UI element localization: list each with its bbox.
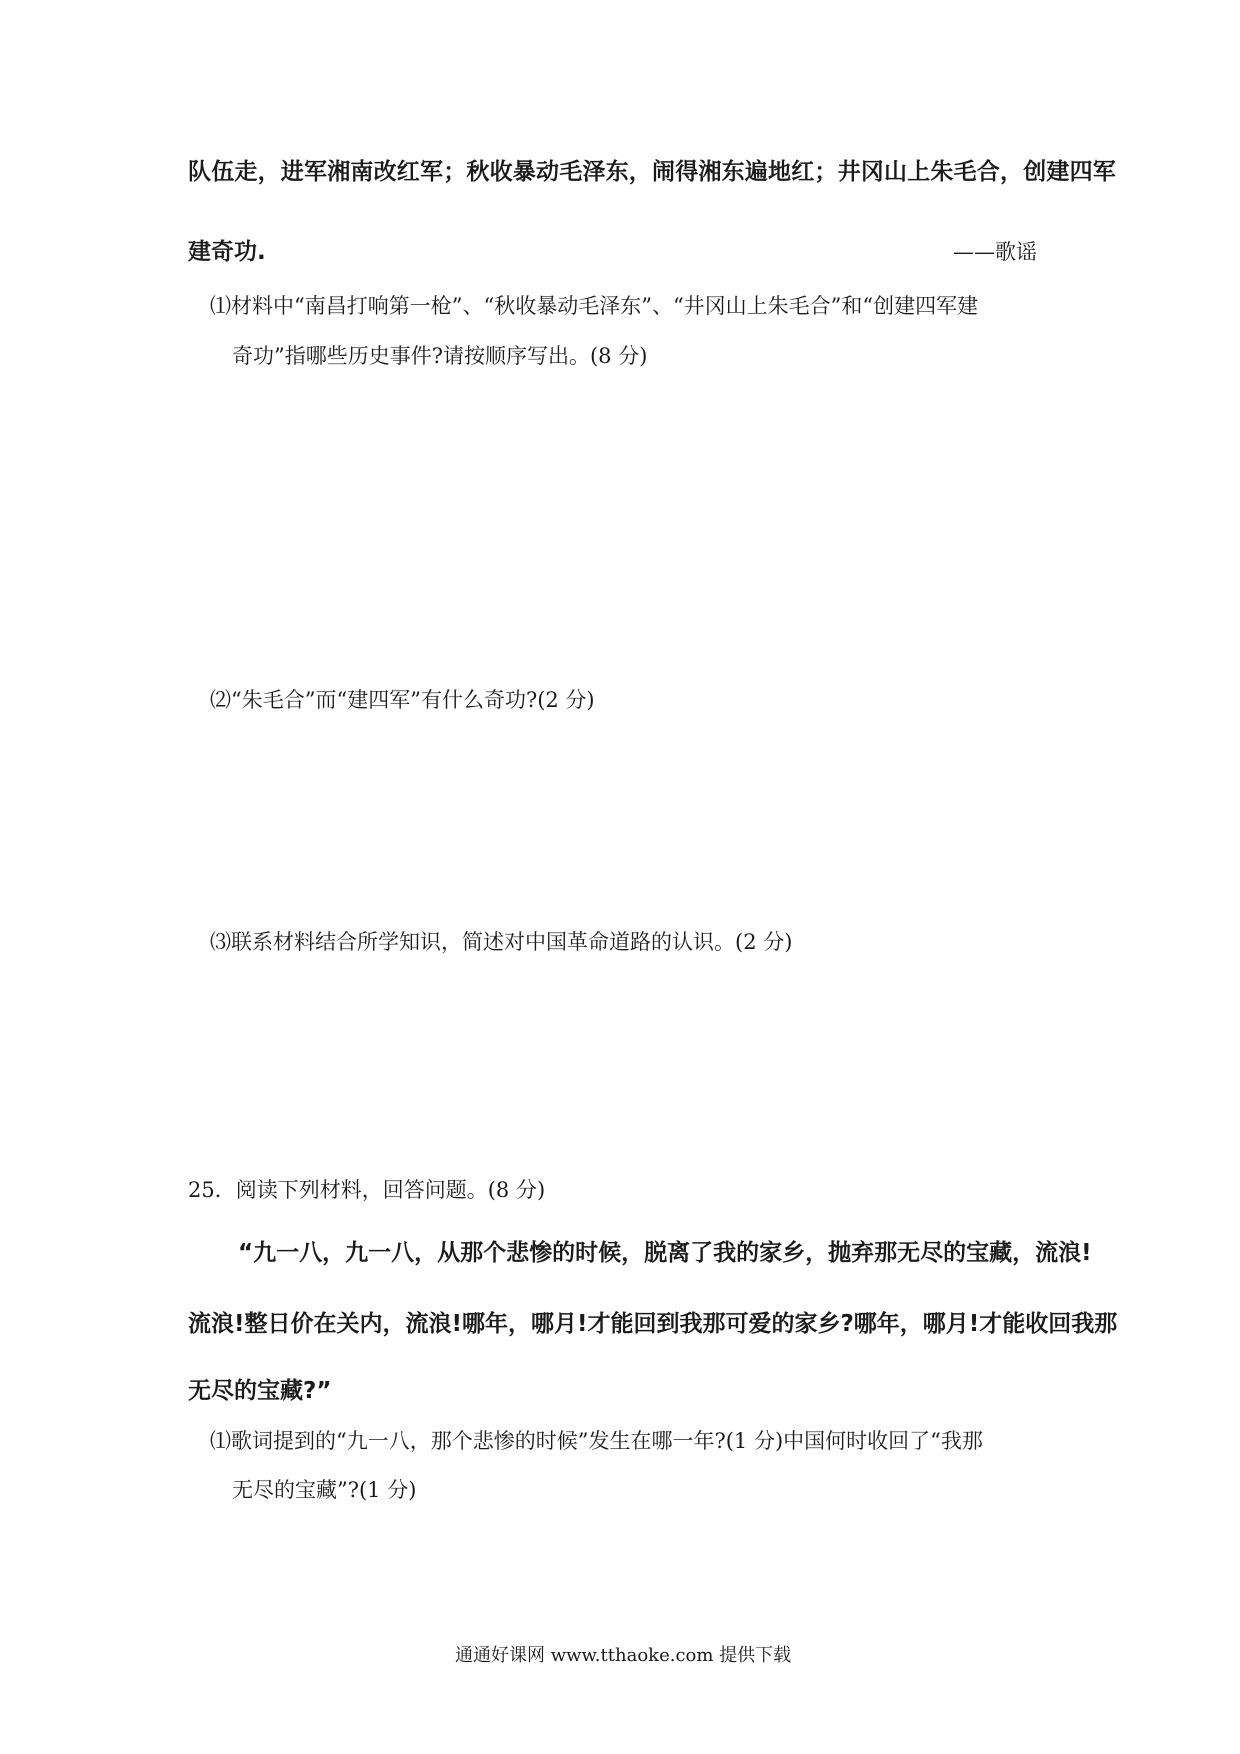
lyric-line-3: 无尽的宝藏?”	[188, 1378, 332, 1404]
question-24-2-line-1: ⑵“朱毛合”而“建四军”有什么奇功?(2 分)	[210, 688, 595, 712]
material-line-1: 队伍走，进军湘南改红军；秋收暴动毛泽东，闹得湘东遍地红；井冈山上朱毛合，创建四军	[188, 159, 1116, 185]
question-25-1-line-1: ⑴歌词提到的“九一八，那个悲惨的时候”发生在哪一年?(1 分)中国何时收回了“我那	[210, 1429, 983, 1453]
question-25-1-line-2: 无尽的宝藏”?(1 分)	[232, 1478, 417, 1502]
material-line-2: 建奇功.	[188, 239, 266, 265]
question-25-heading: 25．阅读下列材料，回答问题。(8 分)	[188, 1178, 546, 1202]
page-footer: 通通好课网 www.tthaoke.com 提供下载	[455, 1645, 792, 1666]
question-24-1-line-1: ⑴材料中“南昌打响第一枪”、“秋收暴动毛泽东”、“井冈山上朱毛合”和“创建四军建	[210, 294, 979, 318]
question-24-1-line-2: 奇功”指哪些历史事件?请按顺序写出。(8 分)	[232, 344, 648, 368]
question-24-3-line-1: ⑶联系材料结合所学知识，简述对中国革命道路的认识。(2 分)	[210, 930, 793, 954]
material-attribution: ——歌谣	[953, 240, 1037, 264]
lyric-line-2: 流浪!整日价在关内，流浪!哪年，哪月!才能回到我那可爱的家乡?哪年，哪月!才能收回我那	[188, 1311, 1118, 1337]
lyric-line-1: “九一八，九一八，从那个悲惨的时候，脱离了我的家乡，抛弃那无尽的宝藏，流浪!	[238, 1240, 1092, 1266]
